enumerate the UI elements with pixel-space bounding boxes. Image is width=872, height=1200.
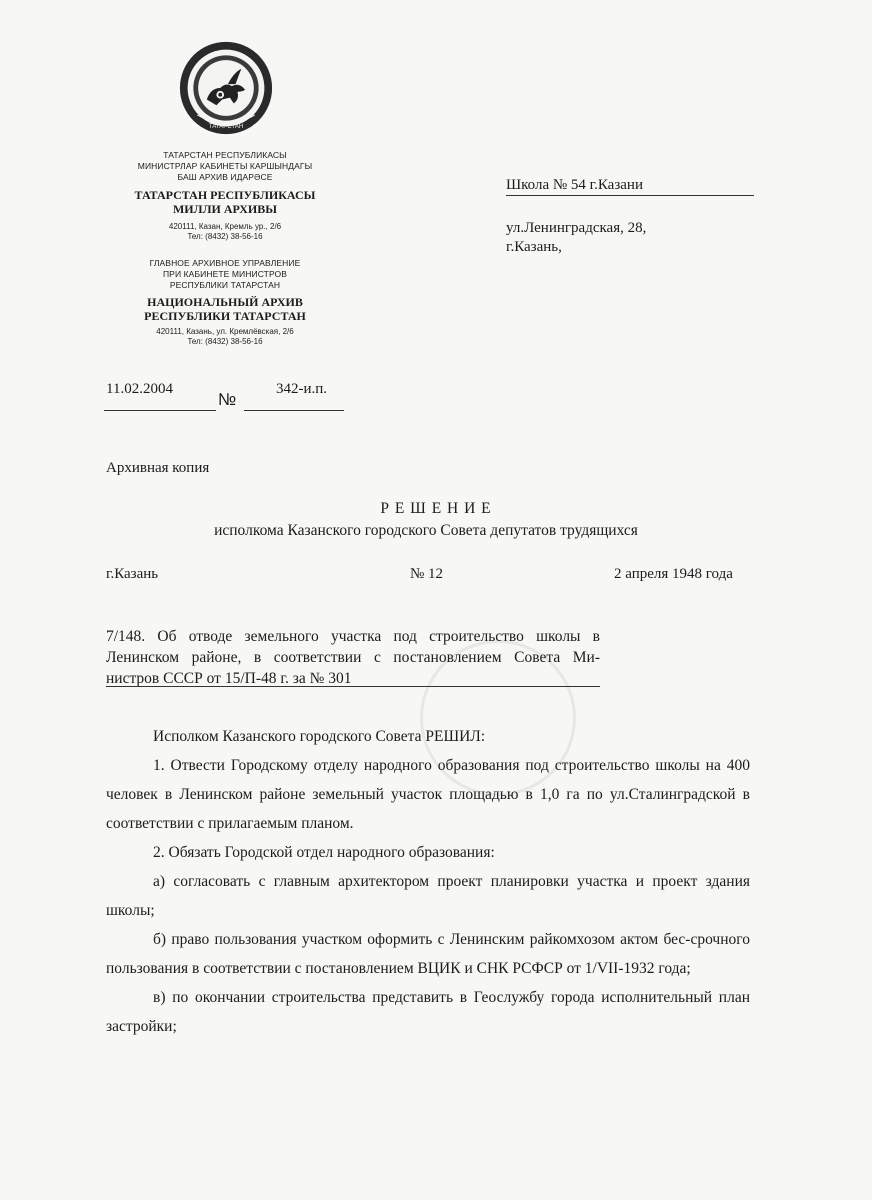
number-sign: № — [218, 390, 237, 409]
body-paragraph-intro: Исполком Казанского городского Совета РЕШИЛ: — [153, 728, 486, 745]
letterhead-address-1: 420111, Казан, Кремль ур., 2/6 — [168, 222, 282, 231]
outgoing-number: 342-и.п. — [276, 381, 328, 397]
letterhead-title-3: НАЦИОНАЛЬНЫЙ АРХИВ — [147, 295, 303, 309]
recipient-street: ул.Ленинградская, 28, — [506, 220, 647, 236]
outgoing-date: 11.02.2004 — [106, 381, 173, 397]
number-underline — [244, 410, 344, 411]
body-paragraph-1: 1. Отвести Городскому отделу народного образования под строительство школы на 400 человек в Ленинском районе земельный участок площадью в 1,0 га по ул.Сталинградской в соответствии с прилагаемым планом. — [106, 757, 750, 832]
decision-heading: Р Е Ш Е Н И Е — [380, 500, 492, 517]
letterhead-title-4: РЕСПУБЛИКИ ТАТАРСТАН — [144, 309, 306, 323]
letterhead-address-2: 420111, Казань, ул. Кремлёвская, 2/6 — [156, 327, 294, 336]
decision-city: г.Казань — [106, 566, 159, 582]
tatarstan-emblem — [178, 40, 274, 136]
decision-date: 2 апреля 1948 года — [614, 566, 733, 582]
letterhead-title-2: МИЛЛИ АРХИВЫ — [172, 202, 278, 216]
recipient-city: г.Казань, — [506, 239, 562, 255]
body-paragraph-2: 2. Обязать Городской отдел народного образования: — [153, 844, 495, 861]
faint-stamp — [420, 640, 576, 796]
decision-body — [106, 722, 750, 1041]
letterhead-line-1: ТАТАРСТАН РЕСПУБЛИКАСЫ — [163, 150, 287, 160]
subject-line-3: нистров СССР от 15/П-48 г. за № 301 — [106, 670, 352, 687]
archive-copy-label: Архивная копия — [106, 460, 210, 476]
letterhead-line-5: ПРИ КАБИНЕТЕ МИНИСТРОВ — [162, 269, 288, 279]
letterhead-line-4: ГЛАВНОЕ АРХИВНОЕ УПРАВЛЕНИЕ — [149, 258, 301, 268]
letterhead-phone-1: Тел: (8432) 38-56-16 — [187, 232, 263, 241]
subject-line-2: Ленинском районе, в соответствии с постановлением Совета Ми- — [106, 649, 600, 666]
subject-line-1: 7/148. Об отводе земельного участка под строительство школы в — [106, 628, 600, 645]
decision-subheading: исполкома Казанского городского Совета депутатов трудящихся — [214, 522, 638, 539]
body-paragraph-c: в) по окончании строительства представить в Геослужбу города исполнительный план застройки; — [106, 989, 750, 1035]
letterhead-title-1: ТАТАРСТАН РЕСПУБЛИКАСЫ — [134, 188, 316, 202]
letterhead-line-6: РЕСПУБЛИКИ ТАТАРСТАН — [169, 280, 281, 290]
body-paragraph-b: б) право пользования участком оформить с Ленинским райкомхозом актом бес-срочного пользования в соответствии с постановлением ВЦИК и СНК РСФСР от 1/VII-1932 года; — [106, 931, 750, 977]
letterhead-line-2: МИНИСТРЛАР КАБИНЕТЫ КАРШЫНДАГЫ — [137, 161, 313, 171]
date-underline — [104, 410, 216, 411]
decision-number: № 12 — [410, 566, 444, 582]
letterhead-phone-2: Тел: (8432) 38-56-16 — [187, 337, 263, 346]
recipient-name: Школа № 54 г.Казани — [506, 177, 754, 196]
emblem-caption: ТАТАРСТАН — [208, 124, 244, 130]
body-paragraph-a: а) согласовать с главным архитектором проект планировки участка и проект здания школы; — [106, 873, 750, 919]
letterhead-line-3: БАШ АРХИВ ИДАРӘСЕ — [177, 172, 273, 182]
